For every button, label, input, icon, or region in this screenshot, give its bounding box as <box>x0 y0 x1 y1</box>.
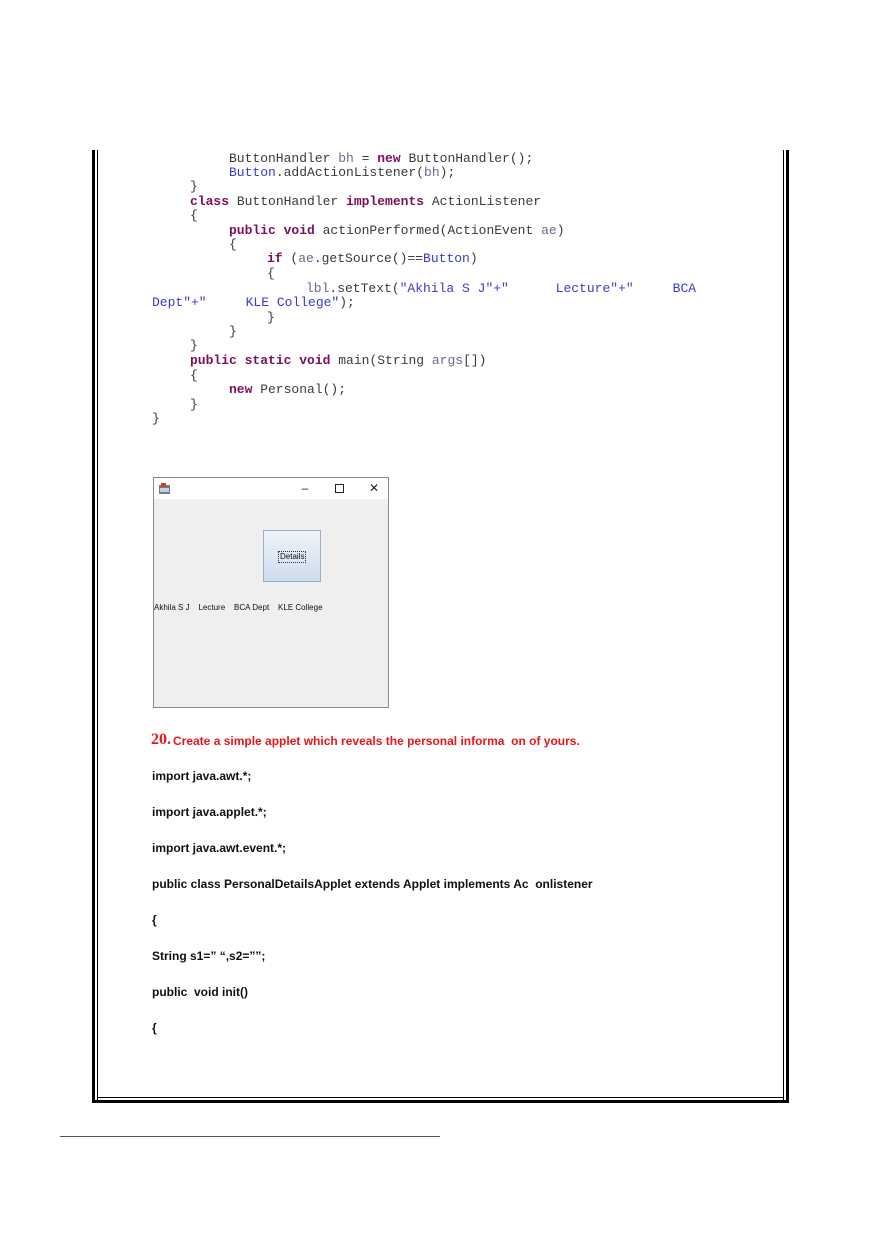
code-token: "Akhila S J"+" Lecture"+" BCA <box>399 281 697 296</box>
code-line-import-awt: import java.awt.*; <box>152 769 252 783</box>
code-token: actionPerformed(ActionEvent <box>314 223 542 238</box>
code-line-open-brace-2: { <box>152 1021 157 1035</box>
code-line-init-method: public void init() <box>152 985 248 999</box>
code-token: ae <box>298 251 314 266</box>
window-titlebar <box>154 478 388 499</box>
code-token: if <box>267 251 283 266</box>
code-token: Button <box>423 251 470 266</box>
code-line <box>229 383 346 397</box>
code-token: } <box>229 324 237 339</box>
code-token: = <box>353 151 378 166</box>
question-number: 20. <box>151 731 171 748</box>
code-token: } <box>190 338 198 353</box>
code-line <box>306 282 696 296</box>
code-line-open-brace: { <box>152 913 157 927</box>
code-token: new <box>377 151 401 166</box>
code-token: bh <box>424 165 440 180</box>
page-border-left-inner <box>97 150 98 1100</box>
code-line <box>190 195 541 209</box>
code-token: { <box>190 208 198 223</box>
code-token: ButtonHandler <box>229 151 339 166</box>
code-token: { <box>267 266 275 281</box>
code-token: lbl <box>306 281 330 296</box>
question-text: Create a simple applet which reveals the personal informa on of yours. <box>173 734 580 748</box>
page-border-right-inner <box>783 150 784 1100</box>
code-token: args <box>431 353 464 368</box>
code-token: .addActionListener( <box>275 165 425 180</box>
code-token: Button <box>229 165 276 180</box>
code-token: ButtonHandler <box>229 194 347 209</box>
code-token: class <box>190 194 230 209</box>
code-token: .setText( <box>329 281 400 296</box>
code-token: public static void <box>190 353 331 368</box>
code-line <box>229 152 533 166</box>
details-button-label: Details <box>280 552 305 561</box>
code-line-import-event: import java.awt.event.*; <box>152 841 287 855</box>
code-line <box>190 180 198 194</box>
code-line <box>152 412 160 426</box>
code-token: Dept"+" KLE College" <box>152 295 340 310</box>
footer-rule <box>60 1136 440 1137</box>
code-line <box>152 296 355 310</box>
code-line-class-declaration: public class PersonalDetailsApplet extends Applet implements Ac onlistener <box>152 877 593 891</box>
maximize-button[interactable] <box>329 480 349 496</box>
code-line <box>229 325 237 339</box>
code-token: ) <box>556 223 565 238</box>
code-token: ); <box>439 165 456 180</box>
details-label: Akhila S J Lecture BCA Dept KLE College <box>154 603 323 612</box>
page-border-bottom-inner <box>97 1097 784 1098</box>
code-line <box>267 311 275 325</box>
code-token: ButtonHandler(); <box>400 151 534 166</box>
code-line <box>267 267 275 281</box>
code-token: implements <box>346 194 425 209</box>
code-token: bh <box>338 151 354 166</box>
code-line <box>229 224 565 238</box>
code-token: } <box>152 411 160 426</box>
code-token: public void <box>229 223 315 238</box>
code-line-string-decl: String s1=” “,s2=””; <box>152 949 266 963</box>
code-token: ActionListener <box>424 194 542 209</box>
code-token: main(String <box>330 353 432 368</box>
code-line <box>190 398 198 412</box>
page-border-bottom <box>92 1100 789 1103</box>
code-line <box>229 238 237 252</box>
maximize-icon <box>335 484 344 493</box>
code-token: } <box>190 179 198 194</box>
minimize-button[interactable]: – <box>301 481 309 495</box>
java-app-icon <box>159 483 170 494</box>
code-line <box>267 252 478 266</box>
details-button[interactable] <box>263 530 321 582</box>
code-token: ); <box>339 295 355 310</box>
code-token: ae <box>541 223 557 238</box>
page-border-left <box>92 150 95 1103</box>
code-token: } <box>267 310 275 325</box>
code-line-import-applet: import java.applet.*; <box>152 805 267 819</box>
close-button[interactable]: ✕ <box>368 481 380 495</box>
code-token: []) <box>463 353 487 368</box>
code-line <box>190 339 198 353</box>
code-token: } <box>190 397 198 412</box>
code-line <box>229 166 455 180</box>
code-token: { <box>190 368 198 383</box>
code-token: .getSource()== <box>313 251 424 266</box>
code-token: ( <box>282 251 299 266</box>
code-line <box>190 369 198 383</box>
code-token: Personal(); <box>252 382 347 397</box>
app-window <box>153 477 389 708</box>
code-token: ) <box>469 251 478 266</box>
code-token: { <box>229 237 237 252</box>
page-border-right <box>786 150 789 1103</box>
code-token: new <box>229 382 253 397</box>
code-line <box>190 354 486 368</box>
code-line <box>190 209 198 223</box>
